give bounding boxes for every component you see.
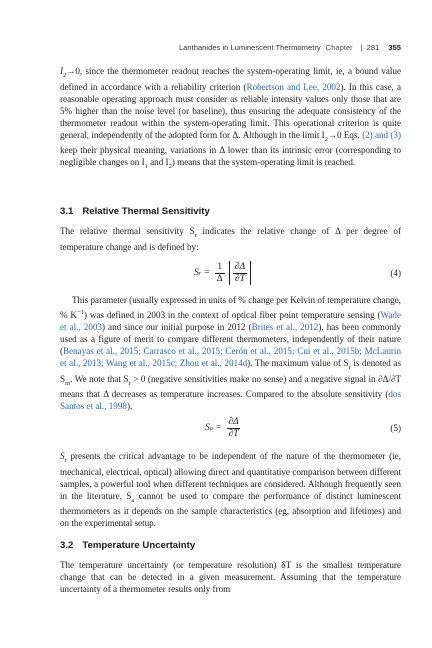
- paragraph-uncertainty: The temperature uncertainty (or temperature resolution) δT is the smallest temperature change that can be detected in a given measurement. Assuming that the temperature uncertainty of a thermometer results only from: [60, 560, 401, 594]
- citation-link[interactable]: Benayas et al., 2015; Carrasco et al., 2015; Cerón et al., 2015; Cui et al., 2015b; McLaurin et al., 2013; Wang et al., 2015c; Zhou et al., 2014d: [60, 345, 401, 368]
- page-number: 355: [388, 42, 401, 52]
- chapter-number: 281: [366, 42, 380, 52]
- section-heading-3-2: [60, 540, 401, 551]
- paragraph-sensitivity: This parameter (usually expressed in units of % change per Kelvin of temperature change, % $K^{-1}$) was defined in 2003 in the context of optical fiber point temperature sensing (Wade et al., 2003) and since our initial purpose in 2012 (Brites et al., 2012), has been commonly used as a figure of merit to compare different thermometers, independently of their nature (Benayas et al., 2015; Carrasco et al., 2015; Cerón et al., 2015; Cui et al., 2015b; McLaurin et al., 2013; Wang et al., 2015c; Zhou et al., 2014d). The maximum value of $S_r$ is denoted as $S_m$. We note that $S_r > 0$ (negative sensitivities make no sense) and a negative signal in ∂Δ/∂T means that Δ decreases as temperature increases. Compared to the absolute sensitivity (dos Santos et al., 1998),: [60, 295, 402, 412]
- equation-number: (4): [390, 268, 401, 278]
- citation-link[interactable]: Wade et al., 2003: [60, 309, 402, 332]
- citation-link[interactable]: Robertson and Lee, 2002: [246, 81, 341, 92]
- equation-number: (5): [390, 423, 401, 433]
- section-title: Temperature Uncertainty: [82, 540, 196, 551]
- paragraph-sr-definition: The relative thermal sensitivity $S_r$ indicates the relative change of Δ per degree of temperature change and is defined by:: [60, 226, 402, 252]
- header-divider: |: [360, 42, 363, 52]
- citation-link[interactable]: dos Santos et al., 1998: [60, 389, 401, 412]
- section-heading-3-1: [60, 206, 401, 217]
- equation-4: S r = $\frac{1}{\Delta}$ $\frac{\partial\Delta}{\partial T}$ (4): [194, 261, 401, 284]
- running-header: [60, 41, 401, 53]
- section-title: Relative Thermal Sensitivity: [82, 206, 210, 217]
- running-title: Lanthanides in Luminescent Thermometry: [178, 42, 321, 52]
- equation-link[interactable]: (2) and (3): [362, 129, 401, 140]
- section-number: 3.1: [60, 206, 74, 217]
- chapter-label: Chapter: [325, 42, 353, 52]
- section-number: 3.2: [60, 540, 74, 551]
- paragraph-sr-advantage: $S_r$ presents the critical advantage to be independent of the nature of the thermometer (ie, mechanical, electrical, optical) allowing direct and quantitative comparison between different samples, a powerful tool when different techniques are considered. Although frequently seen in the literature, $S_a$ cannot be used to compare the performance of distinct luminescent thermometers as it depends on the sample characteristics (eg, absorption and lifetimes) and on the experimental setup.: [60, 451, 401, 529]
- paragraph-intro: $I_2\to 0$, since the thermometer readout reaches the system-operating limit, ie, a bound value defined in accordance with a reliability criterion (Robertson and Lee, 2002). In this case, a reasonable operating approach must consider as reliable intensity values only those that are 5% higher than the noise level (or baseline), thus ensuring the adequate consistency of the thermometer readout within the system-operating limit. This operational criterion is quite general, independently of the adopted form for Δ. Although in the limit $I_2\to 0$ Eqs. (2) and (3) keep their physical meaning, variations in Δ lower than its intrinsic error (corresponding to negligible changes on $I_1$ and $I_2$) means that the system-operating limit is reached.: [60, 66, 402, 171]
- equation-5: S a = $\frac{\partial\Delta}{\partial T}$ (5): [205, 416, 401, 439]
- citation-link[interactable]: Brites et al., 2012: [251, 321, 319, 332]
